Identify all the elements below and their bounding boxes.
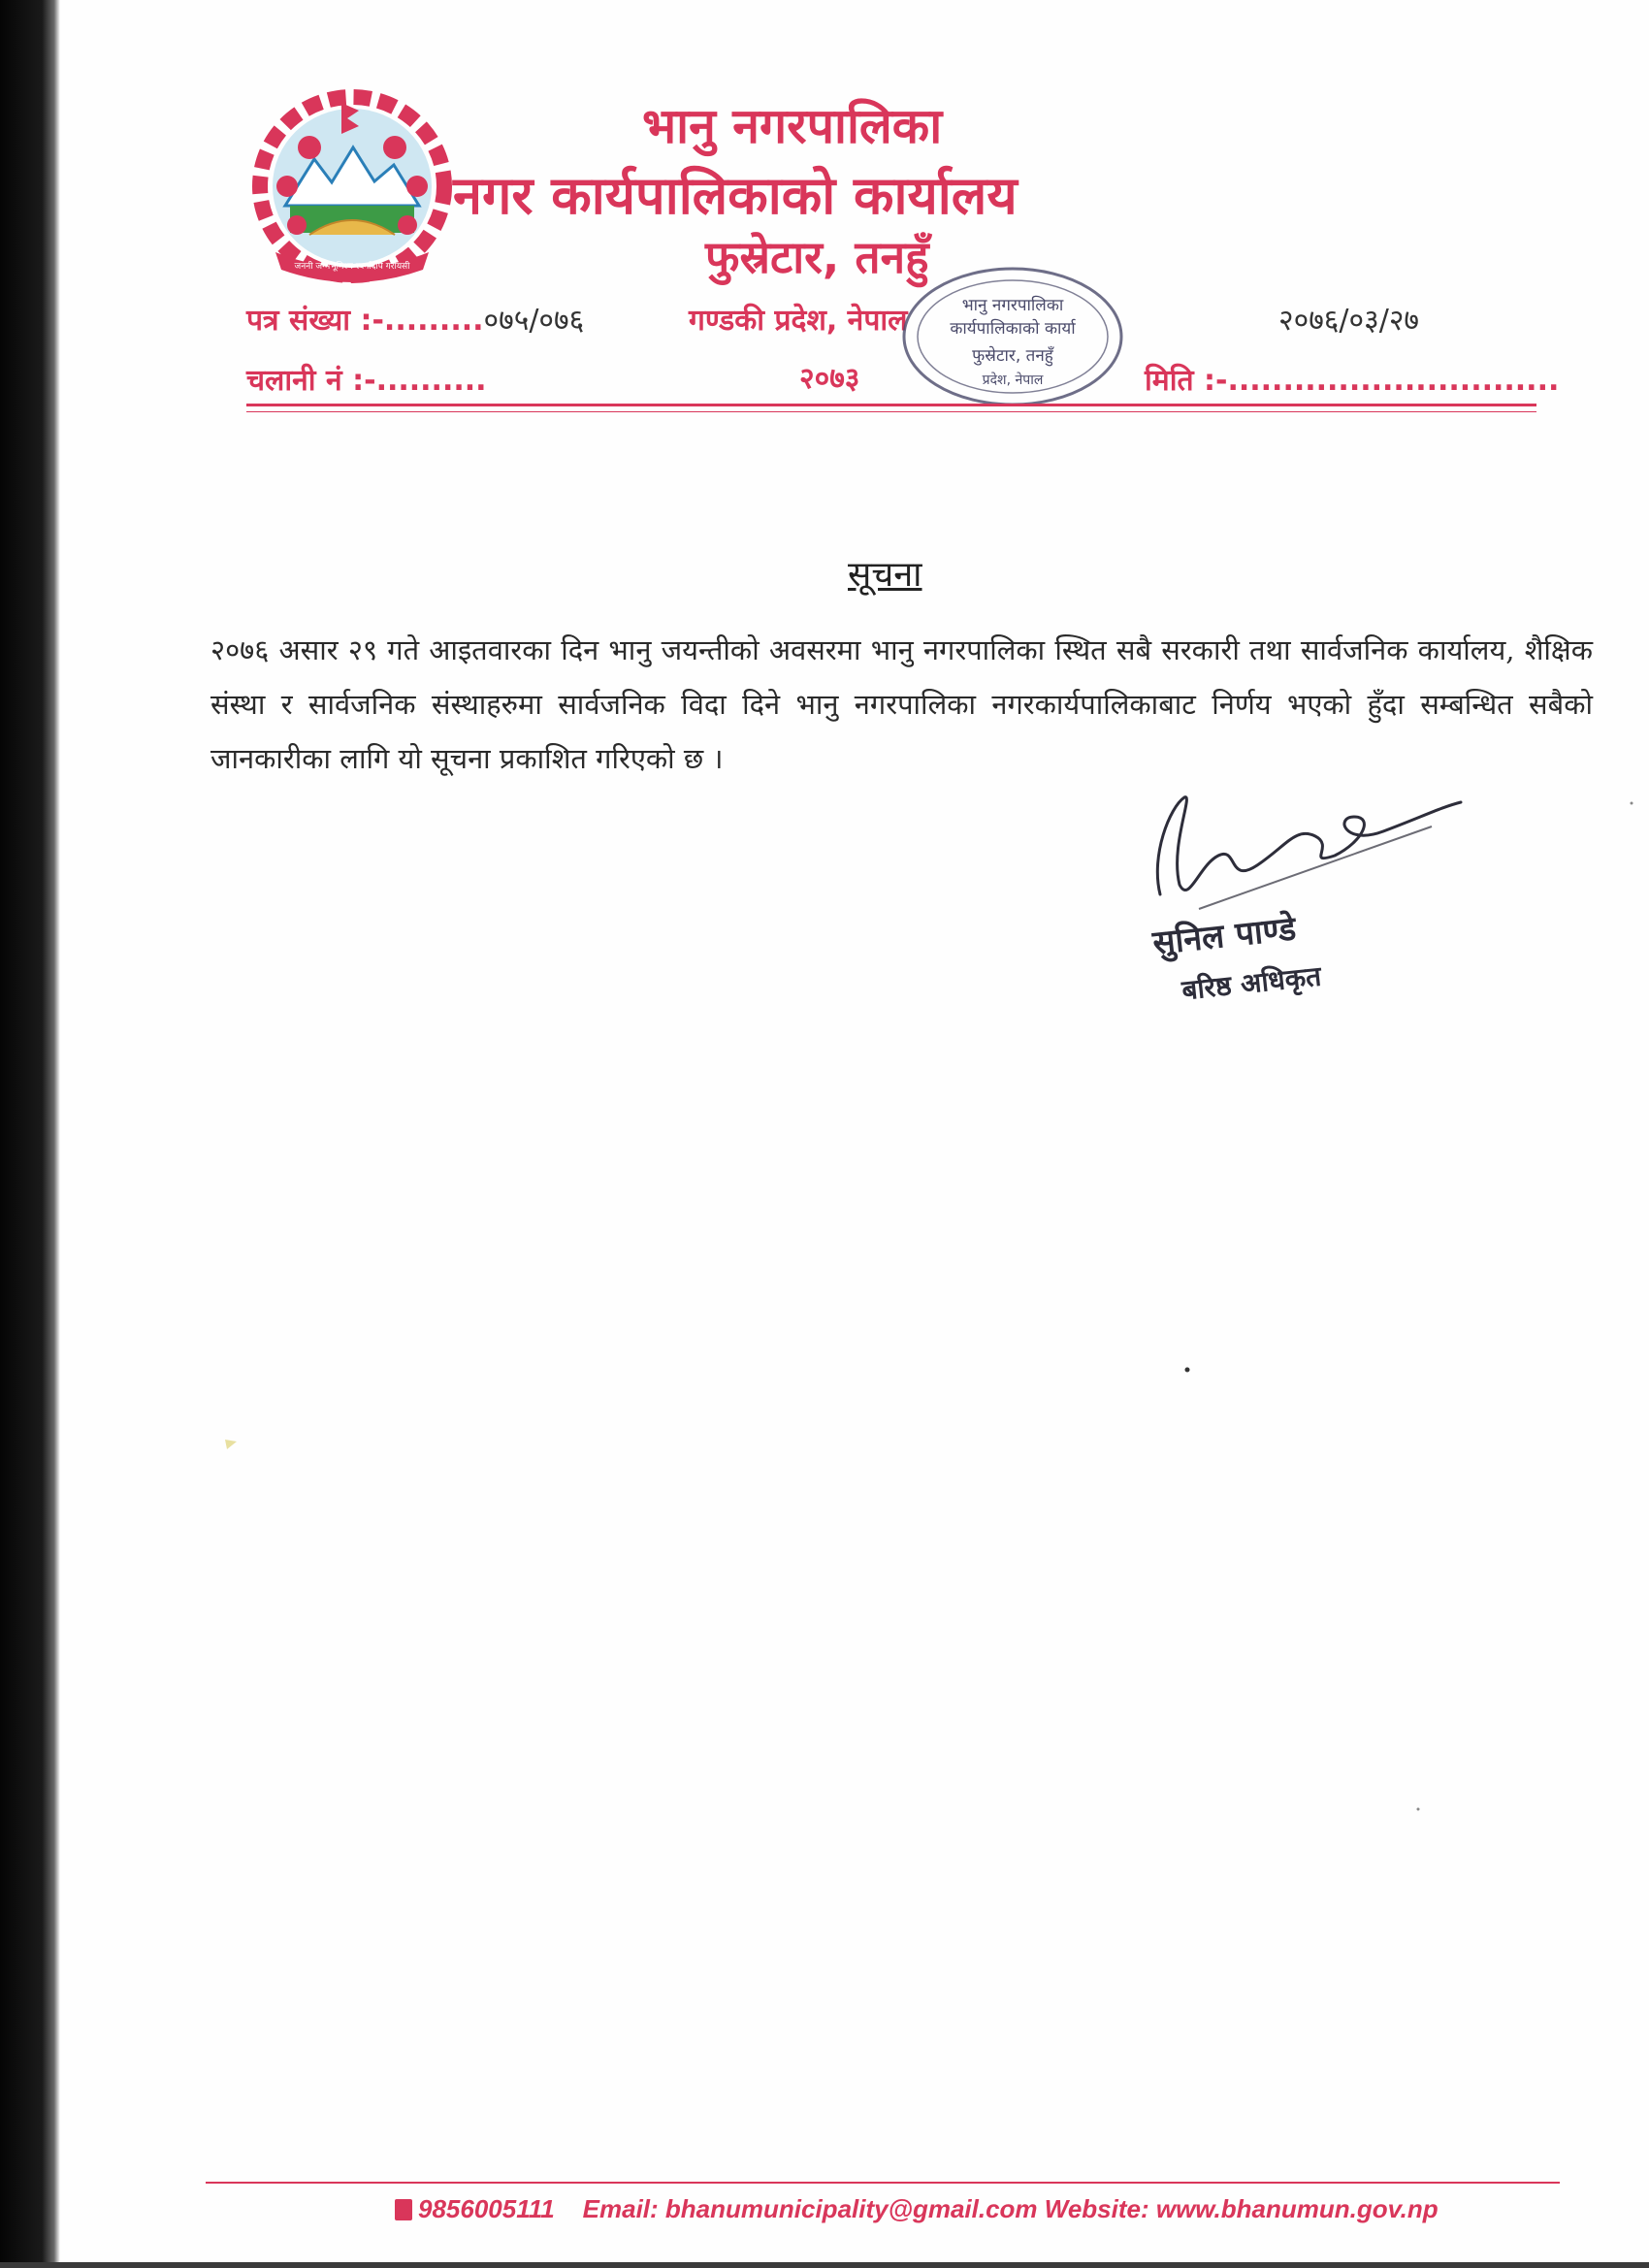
footer-email-website: Email: bhanumunicipality@gmail.com Website: www.bhanumun.gov.np (582, 2194, 1439, 2223)
notice-heading: सूचना (848, 555, 922, 595)
ref-value: ०७५/०७६ (483, 304, 585, 338)
established-year: २०७३ (799, 362, 860, 396)
scan-specks (60, 0, 1649, 2268)
office-seal-stamp (896, 264, 1129, 409)
footer-phone: 9856005111 (418, 2194, 555, 2223)
scan-bottom-edge (0, 2262, 1649, 2268)
province-label: गण्डकी प्रदेश, नेपाल (689, 304, 908, 338)
svg-text:कार्यपालिकाको कार्या: कार्यपालिकाको कार्या (950, 319, 1076, 339)
svg-text:भानु नगरपालिका: भानु नगरपालिका (961, 296, 1064, 315)
letter-page (60, 0, 1649, 2268)
handwritten-signature (1141, 788, 1471, 914)
svg-text:फुस्रेटार, तनहुँ: फुस्रेटार, तनहुँ (972, 346, 1053, 366)
letter-date: २०७६/०३/२७ (1278, 304, 1420, 338)
header-divider (246, 404, 1536, 406)
chalani-number-label: चलानी नं :-.......... (246, 364, 487, 398)
scan-dark-edge (0, 0, 60, 2268)
letter-ref-number (246, 299, 584, 339)
footer-contact (395, 2194, 1439, 2224)
signatory-title: बरिष्ठ अधिकृत (1180, 959, 1323, 1007)
phone-icon (395, 2199, 412, 2220)
municipality-name: भानु नगरपालिका (642, 98, 943, 154)
notice-body: २०७६ असार २९ गते आइतवारका दिन भानु जयन्तीको अवसरमा भानु नगरपालिका स्थित सबै सरकारी तथा सार्वजनिक कार्यालय, शैक्षिक संस्था र सार्वजनिक संस्थाहरुमा सार्वजनिक विदा दिने भानु नगरपालिका नगरकार्यपालिकाबाट निर्णय भएको हुँदा सम्बन्धित सबैको जानकारीका लागि यो सूचना प्रकाशित गरिएको छ । (210, 633, 1593, 775)
footer-divider (206, 2182, 1560, 2184)
svg-text:प्रदेश, नेपाल: प्रदेश, नेपाल (982, 373, 1044, 388)
office-address: फुस्रेटार, तनहुँ (705, 231, 929, 283)
header-divider-thin (246, 411, 1536, 412)
svg-text:जननी जन्मभूमिश्च स्वर्गादपि गर: जननी जन्मभूमिश्च स्वर्गादपि गरीयसी (294, 262, 410, 272)
office-name: नगर कार्यपालिकाको कार्यालय (453, 165, 1018, 226)
signatory-name: सुनिल पाण्डे (1150, 909, 1298, 963)
miti-label: मिति :-.............................. (1145, 364, 1560, 398)
nepal-emblem-icon (217, 89, 487, 283)
ref-label: पत्र संख्या :-......... (246, 304, 484, 338)
